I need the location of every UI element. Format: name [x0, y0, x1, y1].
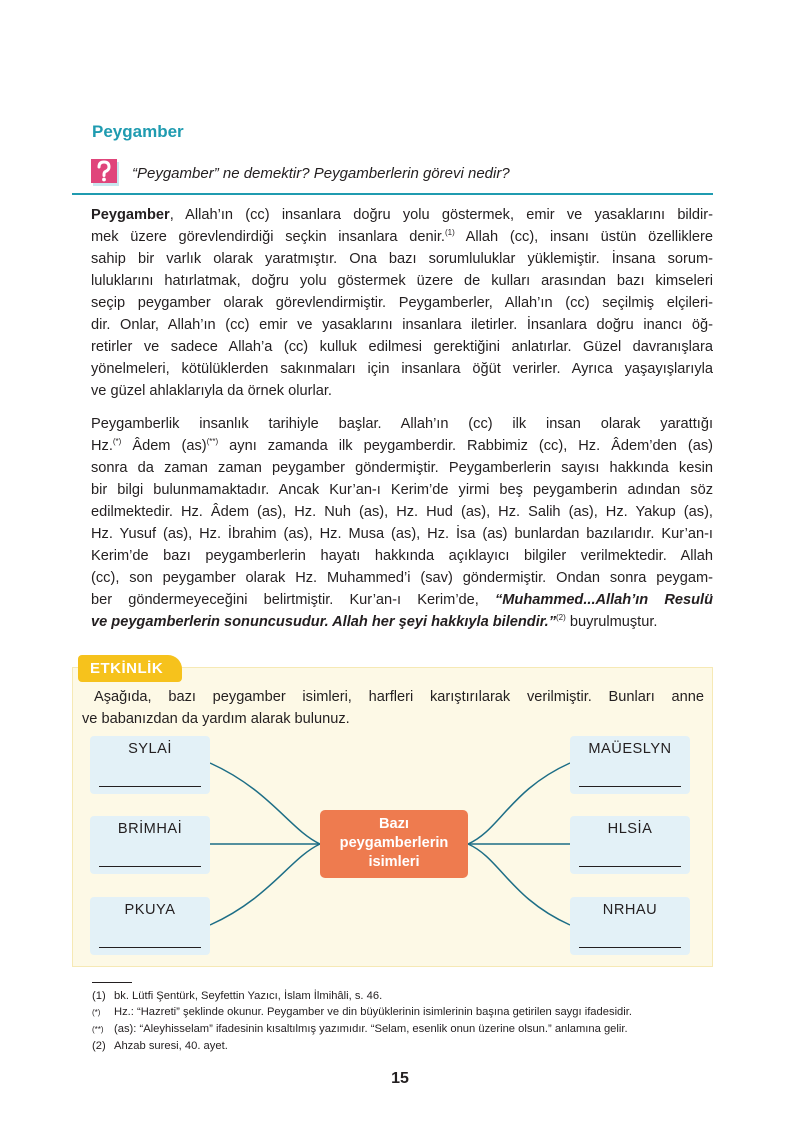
activity-text: Aşağıda, bazı peygamber isimleri, harfleri karıştırılarak verilmiştir. Bunları anne	[94, 689, 704, 705]
footnote	[92, 1038, 712, 1054]
paragraph-text: ve güzel ahlaklarıyla da örnek olurlar.	[91, 383, 332, 399]
connector-line	[210, 763, 320, 844]
word-box-left-1	[90, 736, 210, 794]
term-peygamber: Peygamber	[91, 207, 170, 223]
word-box-left-3	[90, 897, 210, 955]
word-box-left-2	[90, 816, 210, 874]
scrambled-word: NRHAU	[602, 902, 658, 918]
footnote-text: Hz.: “Hazreti” şeklinde okunur. Peygamber ve din büyüklerinin isimlerinin başına getirilen saygı ifadesidir.	[114, 1006, 632, 1018]
word-box-right-1	[570, 736, 690, 794]
footnote	[92, 988, 712, 1004]
answer-blank[interactable]	[99, 866, 201, 867]
footnote-mark: (2)	[92, 1040, 106, 1052]
word-box-right-2	[570, 816, 690, 874]
footnote-mark: (**)	[92, 1025, 104, 1034]
page-number: 15	[391, 1070, 409, 1087]
page-title: Peygamber	[92, 122, 184, 141]
paragraph-text: (cc), son peygamber olarak Hz. Muhammed’i (sav) göndermiştir. Ondan sonra peygam-	[91, 570, 713, 586]
paragraph-text: retirler ve sadece Allah’a (cc) kulluk edilmesi gerektiğini anlatırlar. Güzel davranışlara	[91, 339, 713, 355]
paragraph-text: sonra da zaman zaman peygamber göndermiştir. Peygamberlerin sayısı hakkında kesin	[91, 460, 713, 476]
scrambled-word: PKUYA	[124, 902, 176, 918]
connector-line	[468, 763, 570, 844]
mind-map-center	[320, 810, 468, 878]
footnote-ref: (2)	[556, 613, 566, 623]
word-box-right-3	[570, 897, 690, 955]
footnote-divider	[92, 982, 132, 983]
quote-text: “Muhammed...Allah’ın Resulü	[494, 592, 713, 608]
paragraph-text: bir bilgi bulunmamaktadır. Ancak Kur’an-ı Kerim’de yirmi beş peygamberin adından söz	[91, 482, 713, 498]
answer-blank[interactable]	[579, 947, 681, 948]
paragraph-text: Peygamberlik insanlık tarihiyle başlar. Allah’ın (cc) ilk insan olarak yarattığı	[91, 416, 713, 432]
footnote-mark: (1)	[92, 990, 106, 1002]
paragraph-text: Hz.	[91, 438, 113, 454]
mind-map-center-label: Bazı peygamberlerin isimleri	[339, 816, 449, 870]
paragraph-text: yönelmeleri, kötülüklerden sakınmaları için insanlara öğüt verirler. Ayrıca yaşayışlarıyla	[91, 361, 713, 377]
connector-line	[468, 844, 570, 925]
scrambled-word: HLSİA	[607, 821, 653, 837]
paragraph-text: seçip peygamber olarak görevlendirmiştir. Peygamberler, Allah’ın (cc) seçilmiş elçileri-	[91, 295, 713, 311]
footnote-mark: (*)	[92, 1008, 101, 1017]
footnotes	[92, 988, 712, 1054]
quote-text: ve peygamberlerin sonuncusudur. Allah her şeyi hakkıyla bilendir.”	[91, 614, 556, 630]
paragraph-text: ber göndermeyeceğini belirtmiştir. Kur’an-ı Kerim’de,	[91, 592, 495, 608]
paragraph-text: buyrulmuştur.	[565, 614, 658, 630]
paragraph-text: , Allah’ın (cc) insanlara doğru yolu göstermek, emir ve yasaklarını bildir-	[169, 207, 713, 223]
footnote	[92, 1004, 712, 1021]
paragraph-text: dir. Onlar, Allah’ın (cc) emir ve yasaklarını insanlara iletirler. İnsanlara doğru inancı öğ-	[91, 317, 713, 333]
activity-label: ETKİNLİK	[90, 660, 164, 677]
answer-blank[interactable]	[99, 786, 201, 787]
paragraph-text: Kerim’de bazı peygamberlerin hayatı hakkında açıklayıcı bilgiler verilmektedir. Allah	[91, 548, 713, 564]
paragraph-text: Hz. Yusuf (as), Hz. İbrahim (as), Hz. Musa (as), Hz. İsa (as) bunlardan bazılarıdır. Kur’an-ı	[91, 526, 713, 542]
scrambled-word: BRİMHAİ	[117, 821, 183, 837]
answer-blank[interactable]	[99, 947, 201, 948]
paragraph-text: aynı zamanda ilk peygamberdir. Rabbimiz (cc), Hz. Âdem’den (as)	[218, 438, 713, 454]
connector-line	[210, 844, 320, 925]
paragraph-text: mek üzere görevlendirdiği seçkin insanlara denir.	[91, 229, 445, 245]
paragraph-text: sahip bir varlık olarak yaratmıştır. Ona bazı sorumluluklar yüklemiştir. İnsana sorum-	[91, 251, 713, 267]
footnote-text: Ahzab suresi, 40. ayet.	[114, 1040, 228, 1052]
answer-blank[interactable]	[579, 866, 681, 867]
paragraph-text: Âdem (as)	[121, 438, 207, 454]
scrambled-word: MAÜESLYN	[588, 741, 672, 757]
footnote-ref: (1)	[444, 228, 455, 238]
footnote	[92, 1021, 712, 1038]
paragraph-text: edilmektedir. Hz. Âdem (as), Hz. Nuh (as), Hz. Hud (as), Hz. Salih (as), Hz. Yakup (as),	[91, 504, 713, 520]
activity-text: ve babanızdan da yardım alarak bulunuz.	[82, 711, 350, 727]
paragraph-text: luluklarını hatırlatmak, doğru yolu göstermek üzere de kulları arasından bazı kimseleri	[91, 273, 713, 289]
scrambled-word: SYLAİ	[128, 741, 172, 757]
footnote-ref: (**)	[206, 437, 219, 447]
answer-blank[interactable]	[579, 786, 681, 787]
footnote-text: (as): “Aleyhisselam” ifadesinin kısaltılmış yazımıdır. “Selam, esenlik onun üzerine olsun.” anlamına gelir.	[114, 1023, 628, 1035]
paragraph-text: Allah (cc), insanı üstün özelliklere	[454, 229, 713, 245]
question-text: “Peygamber” ne demektir? Peygamberlerin görevi nedir?	[132, 165, 510, 182]
footnote-text: bk. Lütfi Şentürk, Seyfettin Yazıcı, İslam İlmihâli, s. 46.	[114, 990, 383, 1002]
footnote-ref: (*)	[112, 437, 122, 447]
